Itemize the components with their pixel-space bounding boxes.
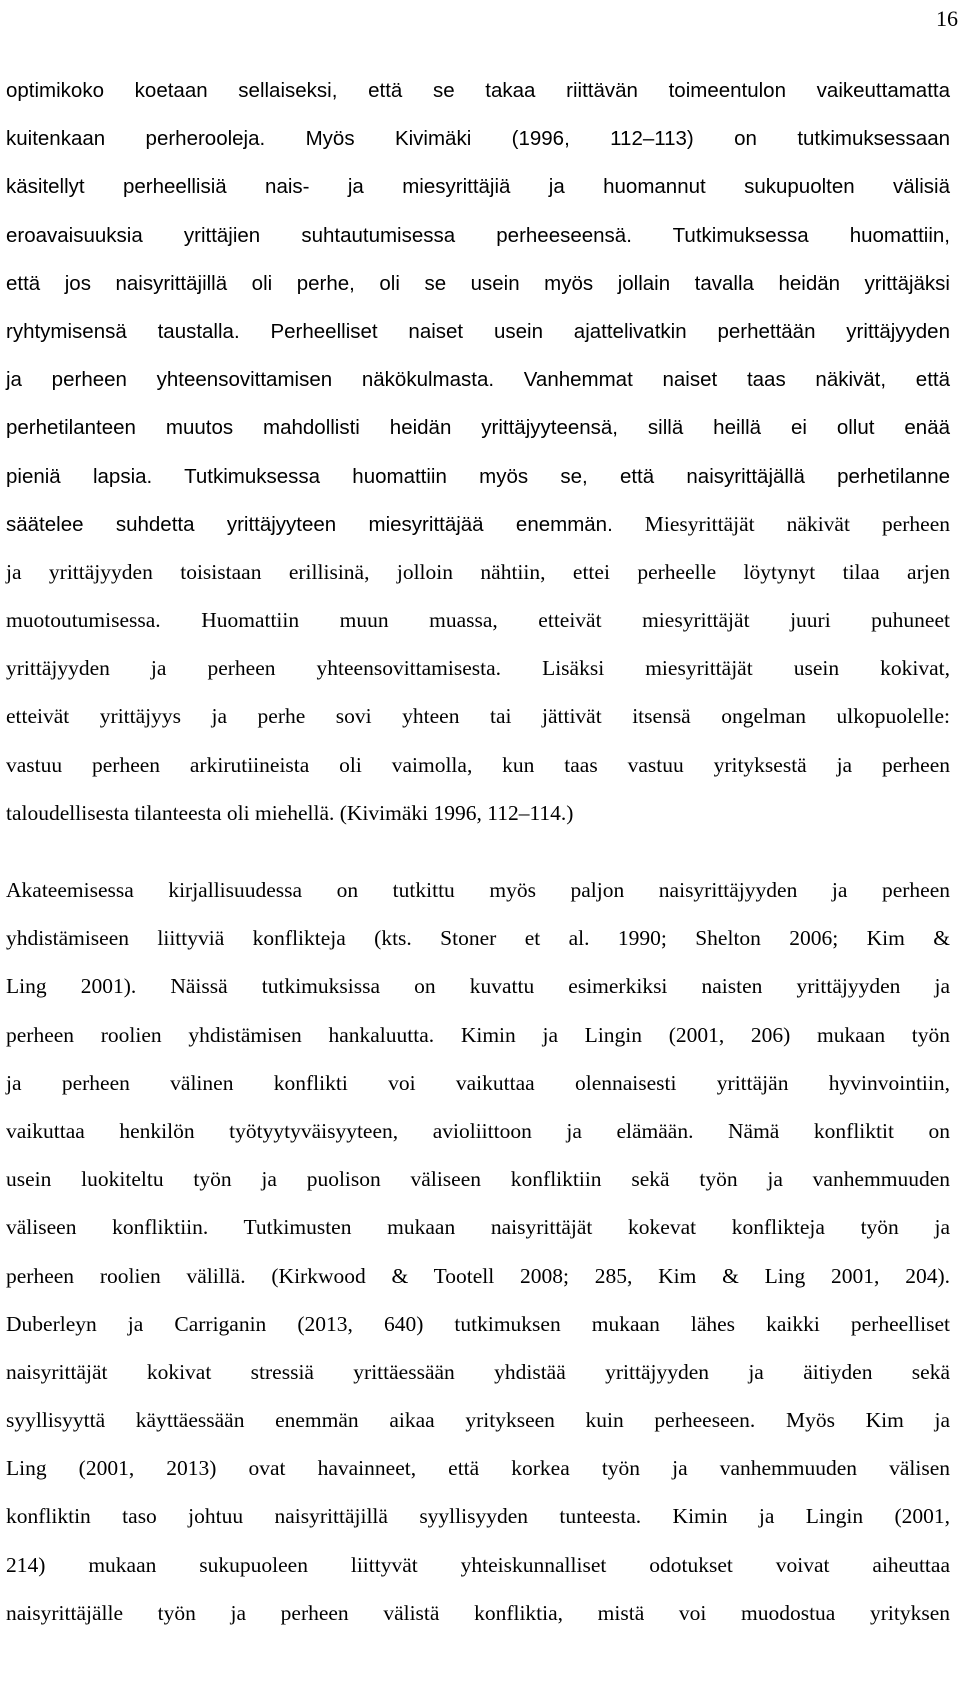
paragraph: [6, 66, 950, 837]
text-line: [6, 1300, 950, 1348]
text-line: [6, 162, 950, 210]
text-segment: yrittäjyyden ja perheen yhteensovittamisesta. Lisäksi miesyrittäjät usein kokivat,: [6, 656, 950, 681]
text-segment: eroavaisuuksia yrittäjien suhtautumisessa perheeseensä. Tutkimuksessa huomattiin,: [6, 223, 950, 247]
text-line: [6, 211, 950, 259]
text-line: [6, 692, 950, 740]
text-line: [6, 355, 950, 403]
text-segment: taloudellisesta tilanteesta oli miehellä. (Kivimäki 1996, 112–114.): [6, 800, 574, 825]
text-segment: ja yrittäjyyden toisistaan erillisinä, jolloin nähtiin, ettei perheelle löytynyt tilaa arjen: [6, 559, 950, 584]
text-line: [6, 962, 950, 1010]
text-segment: syyllisyyttä käyttäessään enemmän aikaa yritykseen kuin perheeseen. Myös Kim ja: [6, 1408, 950, 1433]
text-line: [6, 1107, 950, 1155]
text-segment: ryhtymisensä taustalla. Perheelliset naiset usein ajattelivatkin perhettään yrittäjyyden: [6, 319, 950, 343]
text-segment: Duberleyn ja Carriganin (2013, 640) tutkimuksen mukaan lähes kaikki perheelliset: [6, 1311, 950, 1336]
text-segment: naisyrittäjät kokivat stressiä yrittäessään yhdistää yrittäjyyden ja äitiyden sekä: [6, 1359, 950, 1384]
text-segment: pieniä lapsia. Tutkimuksessa huomattiin myös se, että naisyrittäjällä perhetilanne: [6, 464, 950, 488]
text-line: [6, 259, 950, 307]
text-segment: perheen roolien yhdistämisen hankaluutta. Kimin ja Lingin (2001, 206) mukaan työn: [6, 1022, 950, 1047]
text-line: [6, 1252, 950, 1300]
text-line: [6, 866, 950, 914]
text-line: [6, 1155, 950, 1203]
text-segment: ja perheen yhteensovittamisen näkökulmasta. Vanhemmat naiset taas näkivät, että: [6, 368, 950, 392]
text-segment: vastuu perheen arkirutiineista oli vaimolla, kun taas vastuu yrityksestä ja perheen: [6, 752, 950, 777]
text-line: [6, 1348, 950, 1396]
text-segment: säätelee suhdetta yrittäjyyteen miesyrittäjää enemmän.: [6, 512, 613, 536]
text-segment: yhdistämiseen liittyviä konflikteja (kts. Stoner et al. 1990; Shelton 2006; Kim &: [6, 926, 950, 951]
text-line: [6, 1492, 950, 1540]
text-line: [6, 644, 950, 692]
text-line: [6, 548, 950, 596]
text-line: [6, 1396, 950, 1444]
text-line: [6, 789, 950, 837]
text-segment: Akateemisessa kirjallisuudessa on tutkittu myös paljon naisyrittäjyyden ja perheen: [6, 878, 950, 902]
text-segment: optimikoko koetaan sellaiseksi, että se takaa riittävän toimeentulon vaikeuttamatta: [6, 79, 950, 102]
text-segment: perhetilanteen muutos mahdollisti heidän yrittäjyyteensä, sillä heillä ei ollut enää: [6, 416, 950, 440]
text-segment: perheen roolien välillä. (Kirkwood & Tootell 2008; 285, Kim & Ling 2001, 204).: [6, 1263, 950, 1288]
text-segment: usein luokiteltu työn ja puolison väliseen konfliktiin sekä työn ja vanhemmuuden: [6, 1167, 950, 1192]
text-line: [6, 500, 950, 548]
text-line: [6, 1444, 950, 1492]
text-segment: että jos naisyrittäjillä oli perhe, oli se usein myös jollain tavalla heidän yrittäjäksi: [6, 271, 950, 295]
text-segment: väliseen konfliktiin. Tutkimusten mukaan naisyrittäjät kokevat konflikteja työn ja: [6, 1215, 950, 1240]
text-line: [6, 914, 950, 962]
text-line: [6, 1011, 950, 1059]
text-line: [6, 741, 950, 789]
text-segment: etteivät yrittäjyys ja perhe sovi yhteen tai jättivät itsensä ongelman ulkopuolelle:: [6, 704, 950, 729]
text-segment: Ling 2001). Näissä tutkimuksissa on kuvattu esimerkiksi naisten yrittäjyyden ja: [6, 974, 950, 999]
text-segment: konfliktin taso johtuu naisyrittäjillä syyllisyyden tunteesta. Kimin ja Lingin (2001,: [6, 1504, 950, 1529]
text-line: [6, 452, 950, 500]
text-segment: ja perheen välinen konflikti voi vaikuttaa olennaisesti yrittäjän hyvinvointiin,: [6, 1070, 950, 1095]
text-segment: käsitellyt perheellisiä nais- ja miesyrittäjiä ja huomannut sukupuolten välisiä: [6, 175, 950, 199]
text-line: [6, 1589, 950, 1637]
text-segment: muotoutumisessa. Huomattiin muun muassa, etteivät miesyrittäjät juuri puhuneet: [6, 608, 950, 633]
text-line: [6, 114, 950, 162]
text-segment: 214) mukaan sukupuoleen liittyvät yhteiskunnalliset odotukset voivat aiheuttaa: [6, 1552, 950, 1577]
page-number: 16: [936, 6, 958, 31]
paragraph: [6, 866, 950, 1637]
text-segment: vaikuttaa henkilön työtyytyväisyyteen, avioliittoon ja elämään. Nämä konfliktit on: [6, 1118, 950, 1143]
text-segment: Miesyrittäjät näkivät perheen: [612, 511, 950, 536]
text-segment: kuitenkaan perherooleja. Myös Kivimäki (1996, 112–113) on tutkimuksessaan: [6, 127, 950, 151]
text-segment: Ling (2001, 2013) ovat havainneet, että korkea työn ja vanhemmuuden välisen: [6, 1456, 950, 1481]
text-line: [6, 307, 950, 355]
text-line: [6, 66, 950, 114]
text-line: [6, 1059, 950, 1107]
text-line: [6, 596, 950, 644]
text-segment: naisyrittäjälle työn ja perheen välistä konfliktia, mistä voi muodostua yrityksen: [6, 1600, 950, 1625]
text-line: [6, 403, 950, 451]
text-line: [6, 1541, 950, 1589]
text-line: [6, 1203, 950, 1251]
